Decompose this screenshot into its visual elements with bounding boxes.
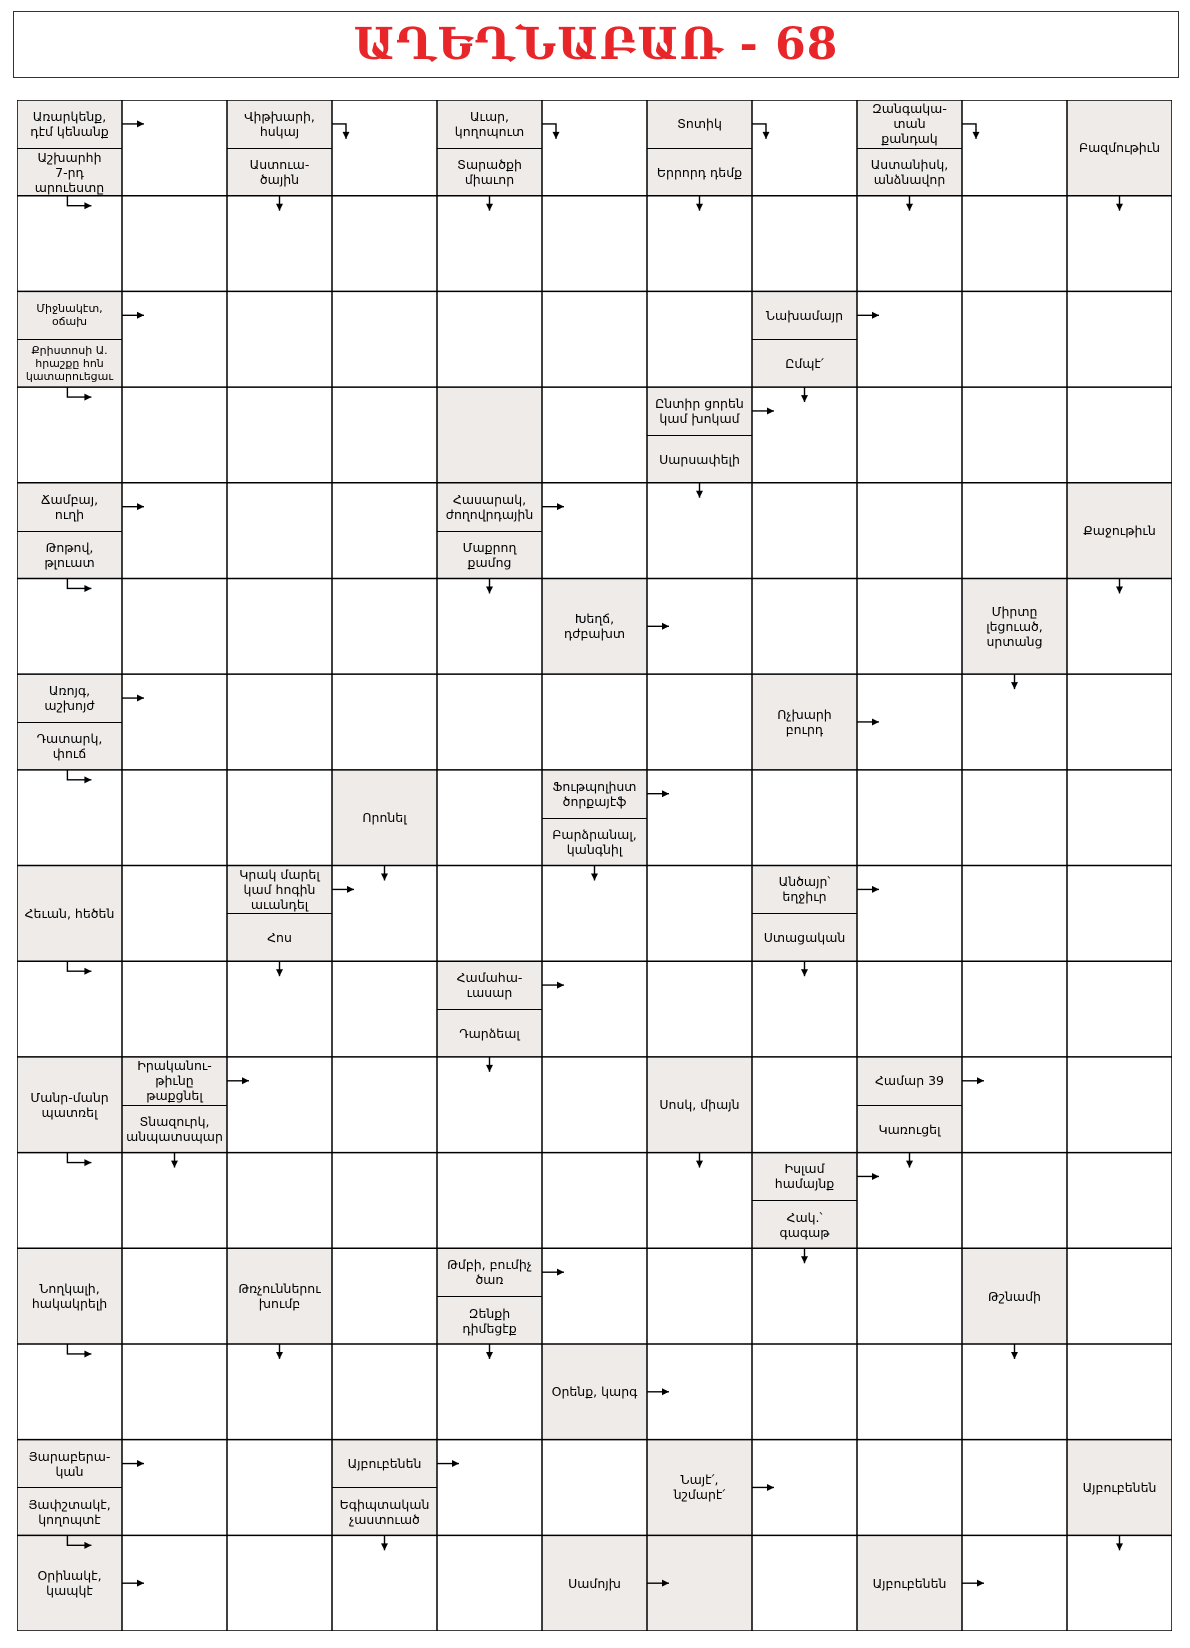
clue-text: Սոսկ, միայն [659,1097,740,1113]
arrow-head [276,969,283,976]
clue-text: Մանր-մանր պատռել [30,1089,109,1120]
clue-text: Խեղճ, դժբախտ [563,611,626,642]
clue-arrow [171,1153,178,1168]
clue-text: Հասարակ, ժողովրդային [445,491,534,522]
clue-arrow [752,1484,774,1491]
clue-arrow [542,503,564,510]
clue-arrow [801,1248,808,1263]
arrow-head [347,886,354,893]
clue-arrow [962,1077,984,1084]
clue-arrow [542,1269,564,1276]
arrow-head [1011,682,1018,689]
clue-arrow [122,1580,144,1587]
arrow-head [973,132,980,139]
arrow-head [872,312,879,319]
clue-arrow [486,1344,493,1359]
clue-arrow [67,578,91,592]
arrow-head [662,1388,669,1395]
clue-text: Այբուբենեն [1082,1479,1157,1495]
clue-arrow [857,886,879,893]
arrow-head [763,132,770,139]
arrow-head [662,790,669,797]
clue-arrow [122,503,144,510]
clue-text: Այբուբենեն [347,1456,422,1472]
arrow-head [137,1580,144,1587]
arrow-head [242,1077,249,1084]
arrow-head [84,1159,91,1166]
clue-arrow [1116,578,1123,593]
clue-arrow [801,961,808,976]
clue-text: Վիթխարի, հսկայ [244,108,315,139]
arrow-head [84,202,91,209]
clue-text: Աստուա- ծային [249,157,310,188]
arrow-head [381,874,388,881]
clue-text: Սարսափելի [659,451,740,467]
arrow-head [137,1460,144,1467]
clue-text: Բազմութիւն [1078,140,1161,156]
clue-arrow [276,961,283,976]
arrow-head [486,586,493,593]
clue-arrow [332,886,354,893]
clue-arrow [857,312,879,319]
arrow-head [557,1269,564,1276]
arrow-head [1116,586,1123,593]
clue-text: Տնազուրկ, անպատսպար [126,1114,223,1145]
clue-arrow [647,1388,669,1395]
clue-arrow [752,407,774,414]
clue-text: Զենքի դիմեցէք [462,1305,517,1336]
arrow-head [1116,1543,1123,1550]
clue-text: Տարածքի միաւոր [457,157,522,188]
arrow-head [486,204,493,211]
clue-arrow [332,124,350,139]
clue-text: Աստանիսկ, անձնավոր [870,157,949,188]
clue-text: Համար 39 [874,1073,945,1089]
clue-arrow [906,1153,913,1168]
clue-text: Առարկենք, դէմ կենանք [30,108,109,139]
arrow-head [662,1580,669,1587]
clue-arrow [486,196,493,211]
clue-arrow [437,1460,459,1467]
clue-arrow [906,196,913,211]
clue-text: Եգիպտական չաստուած [339,1496,430,1527]
clue-text: Ըմպէ՛ [785,356,824,372]
clue-arrow [647,1580,669,1587]
arrow-head [84,585,91,592]
clue-text: Օրենք, կարգ [551,1384,638,1400]
clue-text: Միրտը լեցուած, սրտանց [986,603,1043,649]
arrow-head [137,695,144,702]
clue-arrow [1011,674,1018,689]
crossword-grid [17,100,1172,1631]
clue-arrow [381,1535,388,1550]
arrow-head [696,1161,703,1168]
clue-arrow [962,124,980,139]
clue-arrow [591,866,598,881]
clue-text: Հակ.՝ գագաթ [779,1209,830,1240]
clue-text: Զանգակա- տան քանդակ [872,101,947,147]
arrow-line [332,124,346,139]
arrow-head [977,1580,984,1587]
clue-arrow [647,623,669,630]
clue-text: Այբուբենեն [872,1575,947,1591]
clue-arrow [276,196,283,211]
clue-text: Թռչուններու խումբ [238,1281,321,1312]
clue-arrow [696,1153,703,1168]
clue-arrow [696,196,703,211]
arrow-head [906,1161,913,1168]
arrow-head [84,1542,91,1549]
clue-arrow [696,483,703,498]
arrow-head [84,1350,91,1357]
clue-arrow [857,718,879,725]
arrow-head [84,394,91,401]
clue-text: Ֆութպոլիստ ծորքայէֆ [552,778,637,809]
clue-text: Յափշտակէ, կողոպտէ [28,1496,111,1527]
clue-text: Կրակ մարել կամ հոգին աւանդել [239,866,320,912]
clue-text: Քրիստոսի Ա. հրաշքը հոն կատարուեցաւ [25,344,114,384]
clue-arrow [542,124,560,139]
arrow-line [962,124,976,139]
clue-text: Երրորդ դեմք [656,164,743,180]
clue-text: Մաքրող քամոց [462,540,517,571]
clue-arrow [647,790,669,797]
clue-text: Ոչխարի բուրդ [777,706,832,737]
clue-arrow [67,770,91,784]
grid-lines [17,100,1172,1631]
arrow-head [591,874,598,881]
arrow-head [662,623,669,630]
arrow-head [801,395,808,402]
clue-text: Յարաբերա- կան [28,1448,111,1479]
clue-text: Աւար, կողոպուտ [454,108,525,139]
clue-text: Ընտիր ցորեն կամ խոկամ [655,395,744,426]
clue-arrow [122,312,144,319]
clue-text: Իսլամ համայնք [774,1161,835,1192]
arrow-head [84,776,91,783]
clue-text: Որոնել [362,810,407,826]
clue-text: Թոթով, թլուատ [44,540,95,571]
clue-arrow [67,387,91,401]
arrows-layer [67,120,1123,1586]
arrow-head [767,407,774,414]
clue-text: Սամոյխ [568,1575,621,1591]
clue-text: Ճամբայ, ուղի [40,491,99,522]
clue-arrow [1011,1344,1018,1359]
clue-text: Օրինակէ, կապկէ [37,1568,102,1599]
clue-text: Դատարկ, փուճ [36,731,103,762]
clue-arrow [122,1460,144,1467]
arrow-head [137,503,144,510]
arrow-head [767,1484,774,1491]
arrow-head [486,1352,493,1359]
clue-text: Հեւան, հեծեն [24,905,115,921]
arrow-head [801,1256,808,1263]
clue-arrow [542,982,564,989]
clue-arrow [227,1077,249,1084]
arrow-head [343,132,350,139]
clue-text: Անծայր՝ եղջիւր [778,874,831,905]
clue-text: Համահա- ւասար [456,970,523,1001]
clue-arrow [67,1344,91,1358]
arrow-head [553,132,560,139]
arrow-head [557,503,564,510]
arrow-head [801,969,808,976]
arrow-head [872,1173,879,1180]
clue-arrow [122,120,144,127]
arrow-head [906,204,913,211]
clue-arrow [276,1344,283,1359]
arrow-head [84,968,91,975]
clue-text: Նողկալի, հակակրելի [31,1281,108,1312]
clue-text: Բարձրանալ, կանգնիլ [552,827,637,858]
clue-arrow [486,1057,493,1072]
clue-text: Առոյգ, աշխոյժ [44,683,95,714]
arrow-head [696,204,703,211]
clue-text: Իրականու- թիւնը թաքցնել [137,1058,212,1104]
clue-arrow [962,1580,984,1587]
arrow-head [977,1077,984,1084]
clue-text: Դարձեալ [459,1025,520,1041]
arrow-head [486,1065,493,1072]
arrow-head [276,1352,283,1359]
clue-text: Նայէ՛, նշմարէ՛ [673,1472,726,1503]
clue-arrow [1116,196,1123,211]
clue-arrow [67,961,91,975]
clue-arrow [67,196,91,210]
arrow-line [752,124,766,139]
clue-text: Նախամայր [765,307,844,323]
clue-text: Թշնամի [988,1288,1041,1304]
clue-text: Աշխարհի 7-րդ արուեստը [34,149,105,195]
arrow-head [276,204,283,211]
arrow-head [452,1460,459,1467]
clue-text: Թմբի, բումիչ ծառ [447,1257,532,1288]
clue-text: Տոտիկ [677,116,722,132]
clue-arrow [1116,1535,1123,1550]
arrow-head [1116,204,1123,211]
arrow-head [137,312,144,319]
arrow-head [381,1543,388,1550]
arrow-head [557,982,564,989]
puzzle-title: ԱՂԵՂՆԱԲԱՌ - 68 [353,19,839,70]
arrow-head [872,886,879,893]
clue-text: Հոս [267,930,292,946]
clue-text: Ստացական [763,930,846,946]
arrow-head [137,120,144,127]
clue-arrow [857,1173,879,1180]
clue-text: Կառուցել [878,1121,941,1137]
arrow-head [872,718,879,725]
clue-arrow [752,124,770,139]
clue-arrow [381,866,388,881]
arrow-head [696,491,703,498]
arrow-head [1011,1352,1018,1359]
clue-arrow [486,578,493,593]
clue-text: Միջնակէտ, օճախ [36,302,103,329]
arrow-line [542,124,556,139]
clue-arrow [67,1535,91,1549]
title-box [13,11,1179,78]
arrow-head [171,1161,178,1168]
clue-text: Քաջութիւն [1083,523,1156,539]
clue-arrow [122,695,144,702]
clue-arrow [67,1153,91,1167]
clue-arrow [801,387,808,402]
